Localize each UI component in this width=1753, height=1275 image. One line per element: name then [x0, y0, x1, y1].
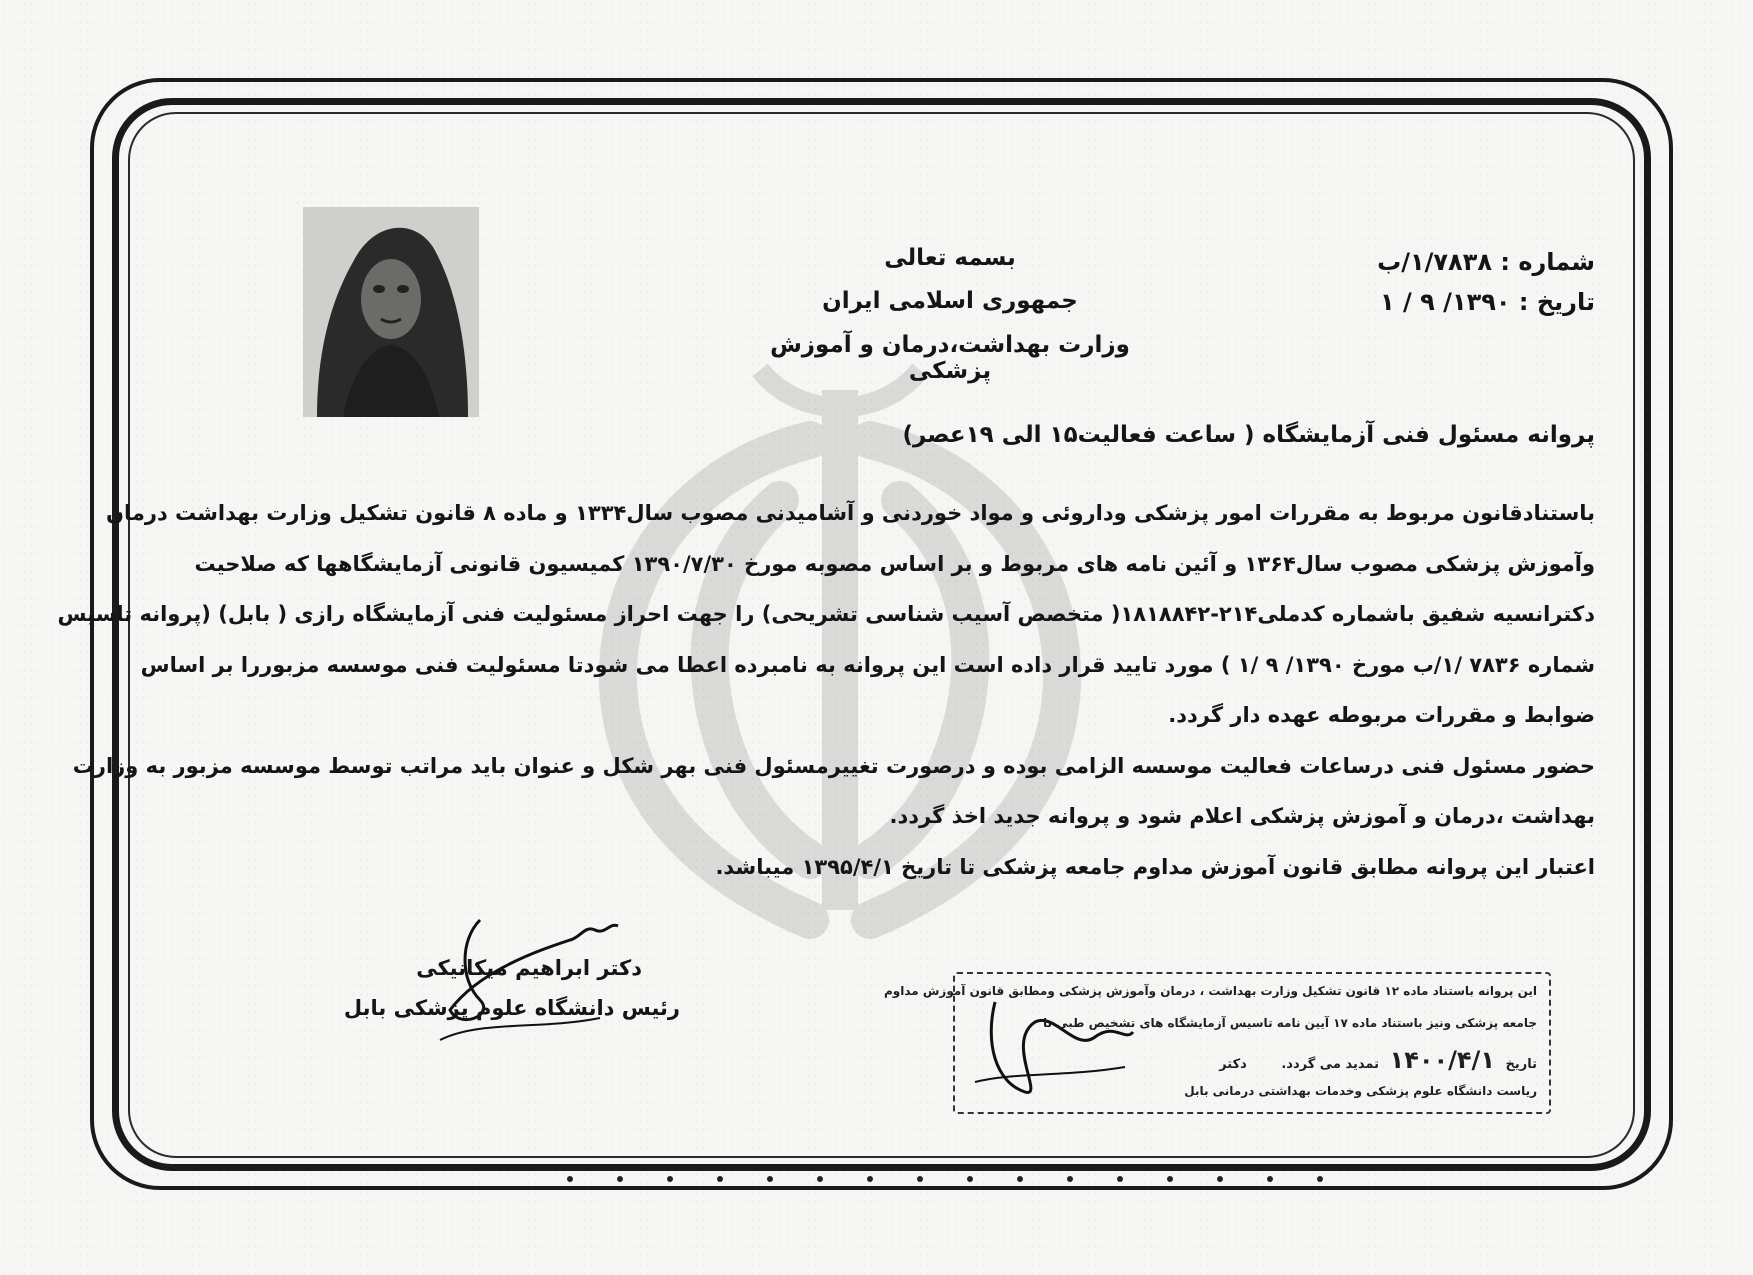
- country-heading: جمهوری اسلامی ایران: [822, 288, 1078, 314]
- body-line: دکترانسیه شفیق باشماره کدملی۲۱۴-۱۸۱۸۸۴۲( متخصص آسیب شناسی تشریحی) را جهت احراز مسئولیت فنی آزمایشگاه رازی ( بابل) (پروانه تاسیس: [57, 602, 1595, 626]
- document-date-value: ۱۳۹۰/ ۹ / ۱: [1380, 288, 1511, 316]
- body-line: ضوابط و مقررات مربوطه عهده دار گردد.: [1168, 703, 1595, 727]
- body-line: بهداشت ،درمان و آموزش پزشکی اعلام شود و پروانه جدید اخذ گردد.: [889, 804, 1595, 828]
- stamp-renewal-line: [1219, 1046, 1537, 1074]
- body-line: حضور مسئول فنی درساعات فعالیت موسسه الزامی بوده و درصورت تغییرمسئول فنی بهر شکل و عنوان باید مراتب توسط موسسه مزبور به وزارت: [72, 753, 1595, 778]
- body-line: اعتبار این پروانه مطابق قانون آموزش مداوم جامعه پزشکی تا تاریخ ۱۳۹۵/۴/۱ میباشد.: [715, 854, 1595, 879]
- body-line: وآموزش پزشکی مصوب سال۱۳۶۴ و آئین نامه های مربوط و بر اساس مصوبه مورخ ۱۳۹۰/۷/۳۰ کمیسیون قانونی آزمایشگاهها که صلاحیت: [194, 551, 1595, 576]
- ministry-heading: وزارت بهداشت،درمان و آموزش پزشکی: [770, 332, 1130, 384]
- stamp-line: این پروانه باستناد ماده ۱۲ قانون تشکیل وزارت بهداشت ، درمان وآموزش پزشکی ومطابق قانون آموزش مداوم: [883, 984, 1537, 998]
- stamp-signature-icon: [965, 982, 1135, 1102]
- bismillah-heading: بسمه تعالی: [884, 245, 1016, 271]
- document-number: [1377, 248, 1595, 276]
- stamp-date-prefix: تاریخ: [1505, 1057, 1537, 1072]
- stamp-renewal-date: ۱۴۰۰/۴/۱: [1389, 1046, 1495, 1074]
- stamp-doctor-label: دکتر: [1219, 1057, 1247, 1072]
- signatory-title: رئیس دانشگاه علوم پزشکی بابل: [343, 996, 680, 1020]
- document-date-label: تاریخ :: [1518, 288, 1595, 316]
- license-body: [57, 488, 1595, 892]
- document-date: [1380, 288, 1595, 316]
- stamp-date-suffix: تمدید می گردد.: [1281, 1057, 1380, 1072]
- license-title: پروانه مسئول فنی آزمایشگاه ( ساعت فعالیت۱۵ الی ۱۹عصر): [902, 422, 1595, 448]
- body-line: باستنادقانون مربوط به مقررات امور پزشکی وداروئی و مواد خوردنی و آشامیدنی مصوب سال۱۳۳۴ و ماده ۸ قانون تشکیل وزارت بهداشت درمان: [106, 501, 1595, 525]
- renewal-stamp: [883, 972, 1551, 1114]
- document-number-label: شماره :: [1500, 248, 1595, 276]
- body-line: شماره ۷۸۳۶ /۱/ب مورخ ۱۳۹۰/ ۹ /۱ ) مورد تایید قرار داده است این پروانه به نامبرده اعطا می شودتا مسئولیت فنی موسسه مزبوررا بر اساس: [140, 652, 1595, 677]
- signatory-name: دکتر ابراهیم میکانیکی: [416, 956, 642, 980]
- stamp-line: ریاست دانشگاه علوم پزشکی وخدمات بهداشتی درمانی بابل: [1184, 1084, 1537, 1098]
- stamp-line: جامعه پزشکی ونیز باستناد ماده ۱۷ آیین نامه تاسیس آزمایشگاه های تشخیص طبی تا: [1042, 1016, 1537, 1030]
- document-number-value: ۱/۷۸۳۸/ب: [1377, 248, 1492, 276]
- portrait-silhouette-icon: [303, 207, 479, 417]
- frame-dots-decoration: [560, 1172, 1340, 1186]
- portrait-photo: [303, 207, 479, 417]
